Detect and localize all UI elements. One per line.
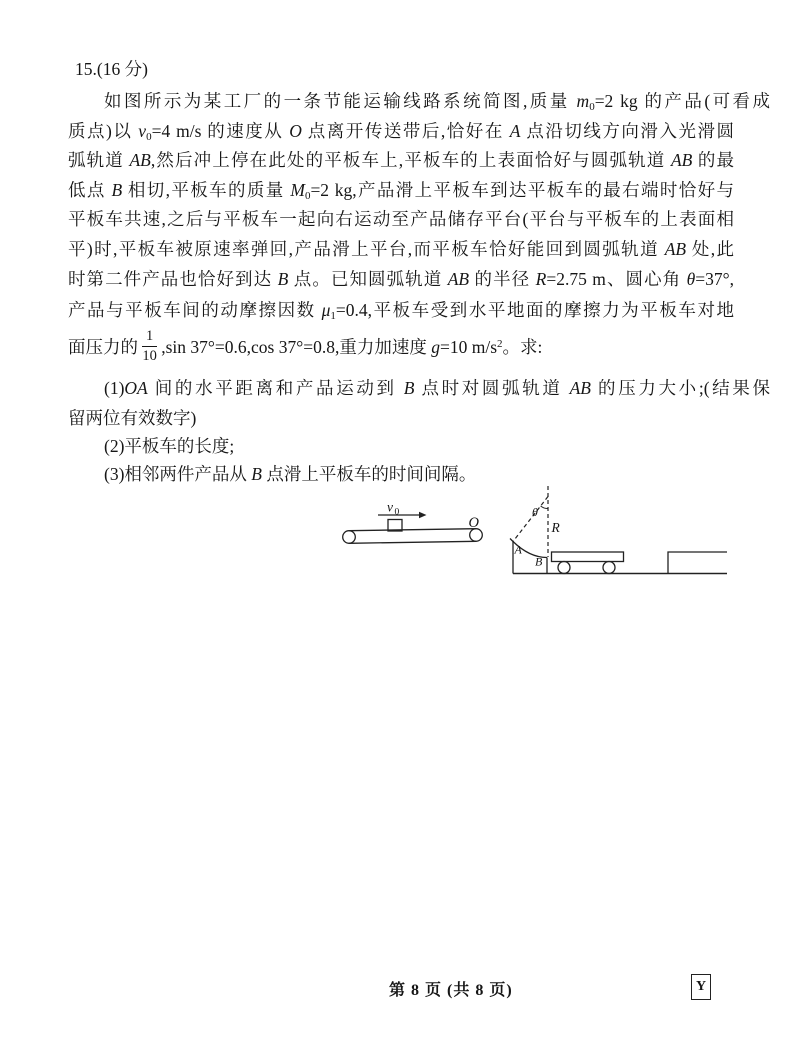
question-2: (2)平板车的长度; (104, 436, 235, 456)
velocity-arrow (378, 512, 427, 518)
cart-body (552, 552, 624, 562)
theta-label: θ (532, 505, 538, 519)
flatbed-cart (552, 552, 624, 574)
diagram-svg (330, 477, 750, 589)
problem-text-line-2: 质点)以 v0=4 m/s 的速度从 O 点离开传送带后,恰好在 A 点沿切线方向滑入光滑圆 (68, 120, 735, 143)
physics-diagram (330, 477, 750, 594)
problem-text-line-5: 平板车共速,之后与平板车一起向右运动至产品储存平台(平台与平板车的上表面相 (68, 209, 734, 229)
radius-slant-dashed (513, 497, 548, 542)
fraction-suffix: ,sin 37°=0.6,cos 37°=0.8,重力加速度 g=10 $m/s^2$。求: (161, 336, 543, 357)
arc-tangent-tip (510, 539, 513, 542)
problem-text-line-4: 低点 B 相切,平板车的质量 M0=2 kg,产品滑上平板车到达平板车的最右端时恰好与 (68, 179, 735, 202)
question-3: (3)相邻两件产品从 B 点滑上平板车的时间间隔。 (104, 464, 477, 484)
version-mark-box (691, 974, 711, 1000)
page-footer: 第 8 页 (共 8 页) (389, 982, 513, 999)
storage-platform (668, 552, 727, 574)
point-o-label: O (468, 515, 479, 531)
fraction-prefix: 面压力的 (68, 336, 138, 357)
problem-text-line-9 (68, 327, 734, 365)
fraction-one-tenth (142, 329, 157, 364)
belt-left-roller (343, 531, 356, 544)
point-b-label: B (535, 554, 543, 569)
problem-text-line-8: 产品与平板车间的动摩擦因数 μ1=0.4,平板车受到水平地面的摩擦力为平板车对地 (68, 300, 735, 322)
conveyor-belt (343, 529, 483, 544)
fraction-numerator: 1 (142, 329, 157, 347)
cart-wheel-right (603, 562, 615, 574)
angle-arc-mark (541, 506, 548, 509)
problem-text-line-7: 时第二件产品也恰好到达 B 点。已知圆弧轨道 AB 的半径 R=2.75 m、圆心角 θ=37°, (68, 269, 735, 289)
problem-text-line-1: 如图所示为某工厂的一条节能运输线路系统简图,质量 m0=2 kg 的产品(可看成 (104, 91, 770, 113)
point-a-label: A (514, 542, 522, 557)
question-1-line-1: (1)OA 间的水平距离和产品运动到 B 点时对圆弧轨道 AB 的压力大小;(结果保 (104, 378, 770, 398)
cart-wheel-left (558, 562, 570, 574)
velocity-subscript: 0 (394, 507, 400, 518)
belt-top-line (349, 529, 476, 531)
velocity-label: v (387, 499, 393, 515)
arrow-head (419, 512, 427, 518)
problem-text-line-3: 弧轨道 AB,然后冲上停在此处的平板车上,平板车的上表面恰好与圆弧轨道 AB 的最 (68, 150, 734, 170)
version-mark: Y (695, 979, 707, 994)
fraction-denominator: 10 (142, 348, 157, 364)
belt-bottom-line (349, 541, 476, 543)
question-1-line-2: 留两位有效数字) (68, 407, 197, 428)
problem-text-line-6: 平)时,平板车被原速率弹回,产品滑上平台,而平板车恰好能回到圆弧轨道 AB 处,此 (68, 238, 735, 259)
question-number: 15.(16 分) (75, 59, 148, 79)
radius-label: R (551, 520, 560, 535)
